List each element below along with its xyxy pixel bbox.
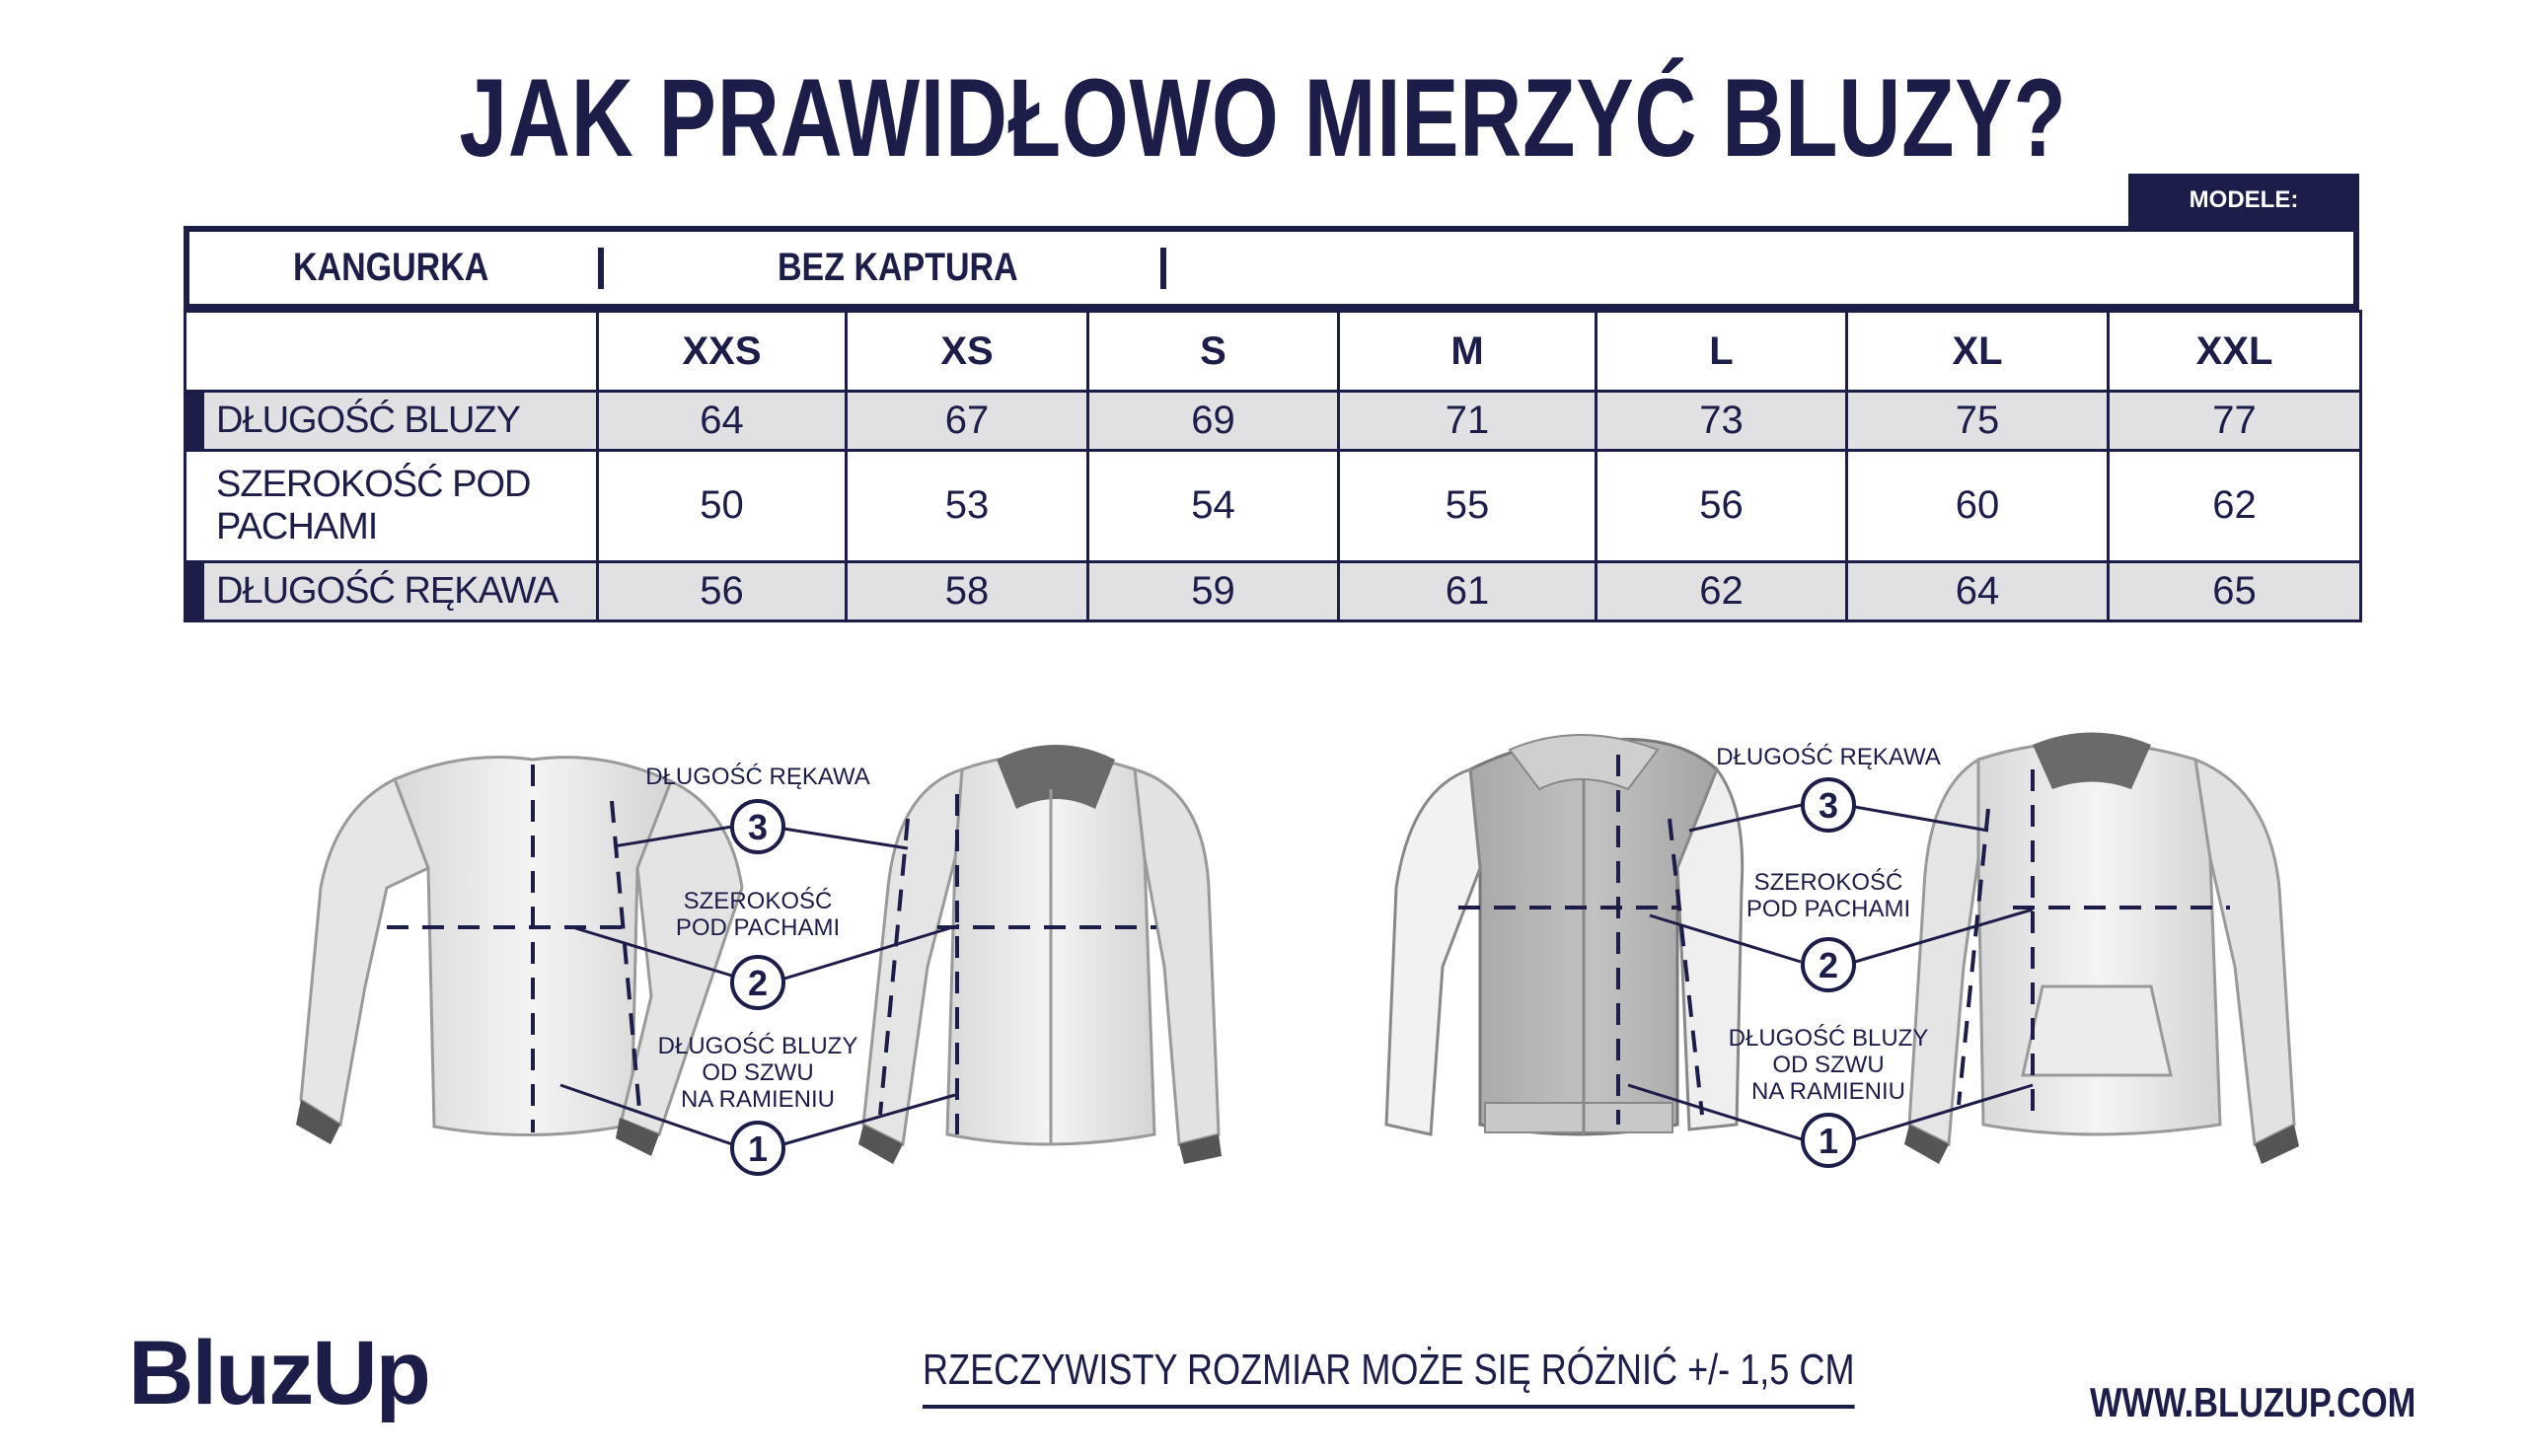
right-label-length-1: DŁUGOŚĆ BLUZY	[1728, 1025, 1929, 1052]
table-cell: 73	[1597, 392, 1847, 451]
table-cell: 71	[1339, 392, 1597, 451]
left-label-length-3: NA RAMIENIU	[680, 1086, 836, 1113]
table-cell: 55	[1339, 451, 1597, 561]
right-number-3: 3	[1818, 785, 1839, 826]
size-header: M	[1339, 312, 1597, 392]
left-number-3: 3	[747, 807, 769, 847]
table-cell: 56	[1597, 451, 1847, 561]
table-cell: 65	[2109, 561, 2361, 620]
left-label-sleeve: DŁUGOŚĆ RĘKAWA	[645, 764, 870, 790]
left-label-width-2: POD PACHAMI	[675, 914, 841, 941]
right-number-1: 1	[1818, 1121, 1839, 1161]
table-cell: 61	[1339, 561, 1597, 620]
zip-hoodie-illustration	[858, 745, 1222, 1164]
row-label: SZEROKOŚĆ POD PACHAMI	[216, 463, 531, 547]
model-kangurka[interactable]: KANGURKA	[293, 246, 489, 289]
right-label-width-1: SZEROKOŚĆ	[1753, 869, 1903, 896]
left-label-length-2: OD SZWU	[702, 1059, 814, 1086]
table-cell: 64	[598, 392, 847, 451]
size-header: S	[1088, 312, 1339, 392]
brand-logo: BluzUp	[128, 1323, 429, 1423]
website-link[interactable]: WWW.BLUZUP.COM	[2090, 1379, 2416, 1425]
models-tab: MODELE:	[2128, 174, 2359, 227]
row-label: DŁUGOŚĆ RĘKAWA	[216, 569, 558, 612]
varsity-jacket-illustration	[1386, 735, 1743, 1134]
table-cell: 77	[2109, 392, 2361, 451]
table-cell: 75	[1847, 392, 2109, 451]
table-cell: 67	[847, 392, 1088, 451]
table-cell: 53	[847, 451, 1088, 561]
table-cell: 60	[1847, 451, 2109, 561]
size-header: XS	[847, 312, 1088, 392]
table-cell: 62	[1597, 561, 1847, 620]
right-label-width-2: POD PACHAMI	[1746, 896, 1911, 922]
left-label-width-1: SZEROKOŚĆ	[683, 888, 833, 914]
left-number-2: 2	[747, 963, 769, 1003]
table-cell: 59	[1088, 561, 1339, 620]
size-header: XXS	[598, 312, 847, 392]
size-disclaimer: RZECZYWISTY ROZMIAR MOŻE SIĘ RÓŻNIĆ +/- 1,5 CM	[923, 1346, 1854, 1409]
size-header: XL	[1847, 312, 2109, 392]
right-label-length-3: NA RAMIENIU	[1750, 1078, 1906, 1105]
left-number-1: 1	[747, 1128, 769, 1169]
table-cell: 50	[598, 451, 847, 561]
model-bez-kaptura[interactable]: BEZ KAPTURA	[778, 246, 1018, 289]
right-number-2: 2	[1818, 945, 1839, 985]
page-title: JAK PRAWIDŁOWO MIERZYĆ BLUZY?	[459, 56, 2067, 180]
size-header: XXL	[2109, 312, 2361, 392]
row-label: DŁUGOŚĆ BLUZY	[216, 400, 520, 442]
table-cell: 54	[1088, 451, 1339, 561]
table-cell: 58	[847, 561, 1088, 620]
table-cell: 62	[2109, 451, 2361, 561]
table-cell: 56	[598, 561, 847, 620]
table-cell: 64	[1847, 561, 2109, 620]
kangaroo-hoodie-illustration	[1904, 733, 2299, 1165]
size-header: L	[1597, 312, 1847, 392]
right-label-length-2: OD SZWU	[1772, 1052, 1885, 1078]
left-label-length-1: DŁUGOŚĆ BLUZY	[657, 1033, 858, 1059]
sweatshirt-illustration	[296, 758, 742, 1157]
right-label-sleeve: DŁUGOŚĆ RĘKAWA	[1716, 744, 1941, 770]
table-cell: 69	[1088, 392, 1339, 451]
